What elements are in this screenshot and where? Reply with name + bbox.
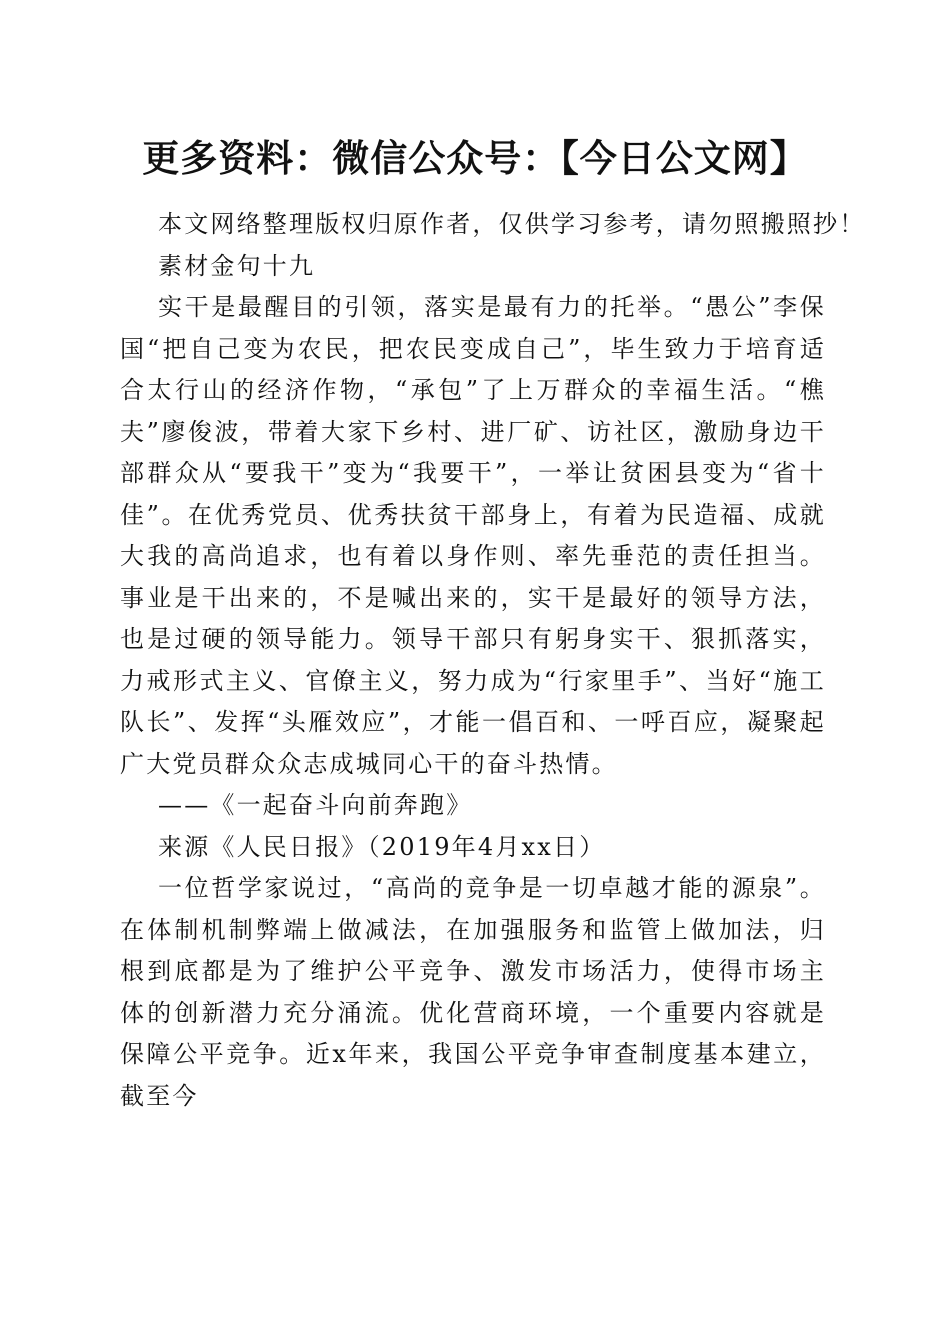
section-label: 素材金句十九 (158, 251, 316, 280)
page-title: 更多资料：微信公众号：【今日公文网】 (142, 136, 808, 180)
document-body (120, 204, 866, 1117)
article-reference: ——《一起奋斗向前奔跑》 (158, 791, 473, 819)
paragraph-2: 一位哲学家说过，“高尚的竞争是一切卓越才能的源泉”。在体制机制弊端上做减法，在加强服务和监管上做加法，归根到底都是为了维护公平竞争、激发市场活力，使得市场主体的创新潜力充分涌流。优化营商环境，一个重要内容就是保障公平竞争。近x年来，我国公平竞争审查制度基本建立，截至今 (120, 874, 826, 1110)
paragraph-1: 实干是最醒目的引领，落实是最有力的托举。“愚公”李保国“把自己变为农民，把农民变成自己”，毕生致力于培育适合太行山的经济作物，“承包”了上万群众的幸福生活。“樵夫”廖俊波，带着大家下乡村、进厂矿、访社区，激励身边干部群众从“要我干”变为“我要干”，一举让贫困县变为“省十佳”。在优秀党员、优秀扶贫干部身上，有着为民造福、成就大我的高尚追求，也有着以身作则、率先垂范的责任担当。事业是干出来的，不是喊出来的，实干是最好的领导方法，也是过硬的领导能力。领导干部只有躬身实干、狠抓落实，力戒形式主义、官僚主义，努力成为“行家里手”、当好“施工队长”、发挥“头雁效应”，才能一倡百和、一呼百应，凝聚起广大党员群众众志成城同心干的奋斗热情。 (120, 293, 826, 778)
copyright-notice: 本文网络整理版权归原作者，仅供学习参考，请勿照搬照抄！ (158, 210, 866, 238)
source-line: 来源《人民日报》（2019年4月xx日） (158, 832, 606, 861)
